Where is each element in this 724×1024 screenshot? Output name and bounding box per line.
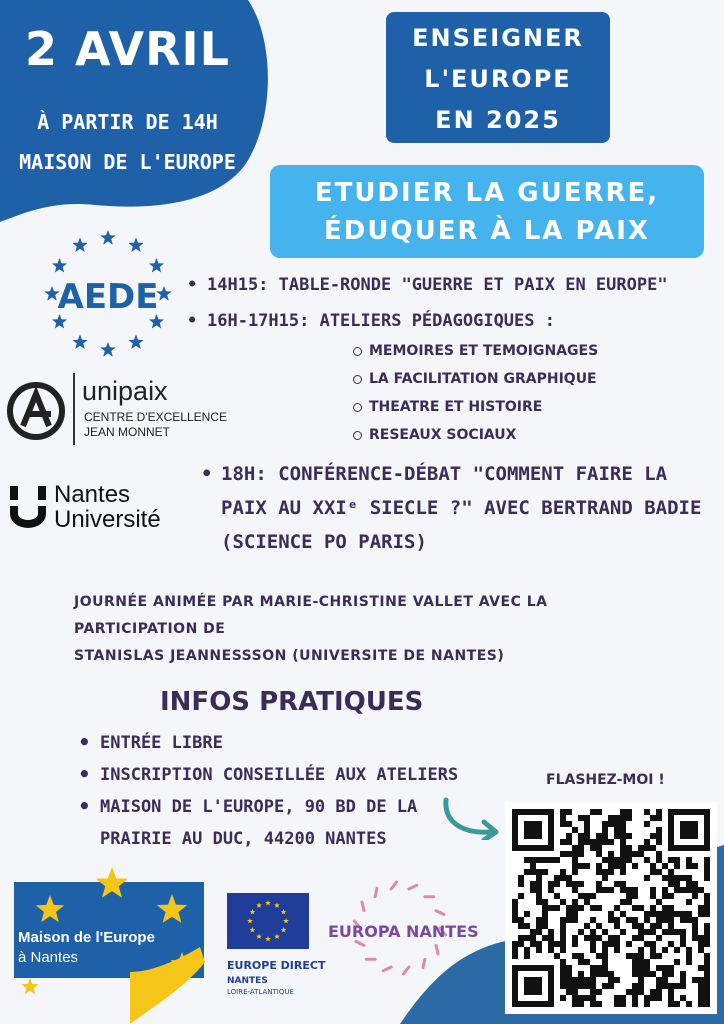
event-time: À PARTIR DE 14H	[37, 110, 218, 134]
infos-heading: INFOS PRATIQUES	[160, 687, 424, 717]
dash-mark	[356, 942, 364, 946]
dash-mark	[383, 967, 391, 971]
note-line: STANISLAS JEANNESSSON (UNIVERSITE DE NANTES)	[74, 648, 505, 664]
event-title	[386, 12, 610, 143]
dash-mark	[436, 945, 438, 954]
bullet-icon: •	[78, 730, 91, 754]
info-item: MAISON DE L'EUROPE, 90 BD DE LA	[100, 797, 418, 817]
maison-europe-city: à Nantes	[18, 949, 79, 966]
aede-logo-text: AEDE	[57, 277, 159, 317]
circle-bullet-icon	[353, 431, 362, 440]
workshop-item: LA FACILITATION GRAPHIQUE	[369, 371, 597, 387]
star-icon	[96, 867, 128, 898]
info-item: INSCRIPTION CONSEILLÉE AUX ATELIERS	[100, 765, 459, 785]
star-icon	[21, 978, 38, 994]
star-icon	[52, 258, 67, 273]
star-icon	[72, 335, 87, 350]
info-item: ENTRÉE LIBRE	[100, 733, 223, 753]
star-icon	[36, 895, 65, 922]
unipaix-divider	[73, 373, 75, 445]
dash-mark	[436, 911, 444, 915]
unipaix-subtitle: JEAN MONNET	[84, 425, 171, 439]
qr-code[interactable]	[505, 802, 717, 1014]
star-icon	[156, 286, 171, 301]
event-theme	[270, 165, 704, 258]
event-date: 2 AVRIL	[25, 22, 230, 76]
program-item-conference	[221, 457, 711, 559]
theme-line: ETUDIER LA GUERRE,	[314, 178, 660, 208]
star-icon	[157, 894, 187, 923]
workshop-item: MEMOIRES ET TEMOIGNAGES	[369, 343, 599, 359]
dash-mark	[423, 959, 425, 968]
star-icon	[100, 342, 115, 357]
europe-direct-label: EUROPE DIRECT	[227, 959, 326, 972]
europe-direct-city: NANTES	[227, 976, 268, 986]
note-line: JOURNÉE ANIMÉE PAR MARIE-CHRISTINE VALLET AVEC LA PARTICIPATION DE	[74, 594, 548, 637]
circle-bullet-icon	[353, 403, 362, 412]
unipaix-logo-icon	[5, 380, 67, 442]
program-item-roundtable: • 14H15: TABLE-RONDE "GUERRE ET PAIX EN EUROPE"	[207, 275, 668, 295]
europe-direct-region: LOIRE-ATLANTIQUE	[227, 988, 294, 996]
curved-arrow-icon	[440, 796, 504, 840]
star-icon	[72, 238, 87, 253]
conference-line: • 18H: CONFÉRENCE-DÉBAT "COMMENT FAIRE LA	[221, 463, 668, 485]
circle-bullet-icon	[353, 375, 362, 384]
info-item: PRAIRIE AU DUC, 44200 NANTES	[100, 829, 387, 849]
event-place: MAISON DE L'EUROPE	[19, 150, 236, 174]
dash-mark	[403, 967, 409, 974]
star-icon	[149, 258, 164, 273]
dash-mark	[409, 885, 417, 889]
aede-logo	[40, 226, 176, 362]
qr-code-image	[505, 802, 717, 1014]
qr-label: FLASHEZ-MOI !	[546, 772, 665, 788]
title-line: L'EUROPE	[424, 65, 572, 93]
star-icon	[100, 230, 115, 245]
program-item-workshops: • 16H-17H15: ATELIERS PÉDAGOGIQUES :	[207, 311, 555, 331]
nantes-universite-name: Université	[54, 506, 161, 533]
dash-mark	[362, 902, 364, 911]
workshop-item: THEATRE ET HISTOIRE	[369, 399, 543, 415]
nantes-universite-name: Nantes	[54, 481, 131, 508]
theme-line: ÉDUQUER À LA PAIX	[324, 216, 650, 246]
unipaix-subtitle: CENTRE D'EXCELLENCE	[84, 410, 227, 424]
dash-mark	[391, 882, 397, 889]
title-line: EN 2025	[435, 106, 561, 134]
maison-europe-name: Maison de l'Europe	[18, 929, 155, 946]
conference-line: PAIX AU XXIᵉ SIECLE ?" AVEC BERTRAND BADIE	[221, 497, 702, 519]
host-note	[74, 589, 674, 670]
conference-line: (SCIENCE PO PARIS)	[221, 531, 427, 553]
workshop-item: RESEAUX SOCIAUX	[369, 427, 517, 443]
star-icon	[128, 335, 143, 350]
bullet-icon: •	[78, 762, 91, 786]
bullet-icon: •	[78, 794, 91, 818]
circle-bullet-icon	[353, 347, 362, 356]
dash-mark	[375, 888, 377, 897]
title-line: ENSEIGNER	[412, 24, 584, 52]
nantes-universite-logo-icon	[10, 486, 46, 528]
star-icon	[128, 238, 143, 253]
eu-flag-icon	[227, 893, 309, 949]
europa-nantes-logo: EUROPA NANTES	[328, 922, 479, 941]
unipaix-name: unipaix	[82, 376, 168, 406]
